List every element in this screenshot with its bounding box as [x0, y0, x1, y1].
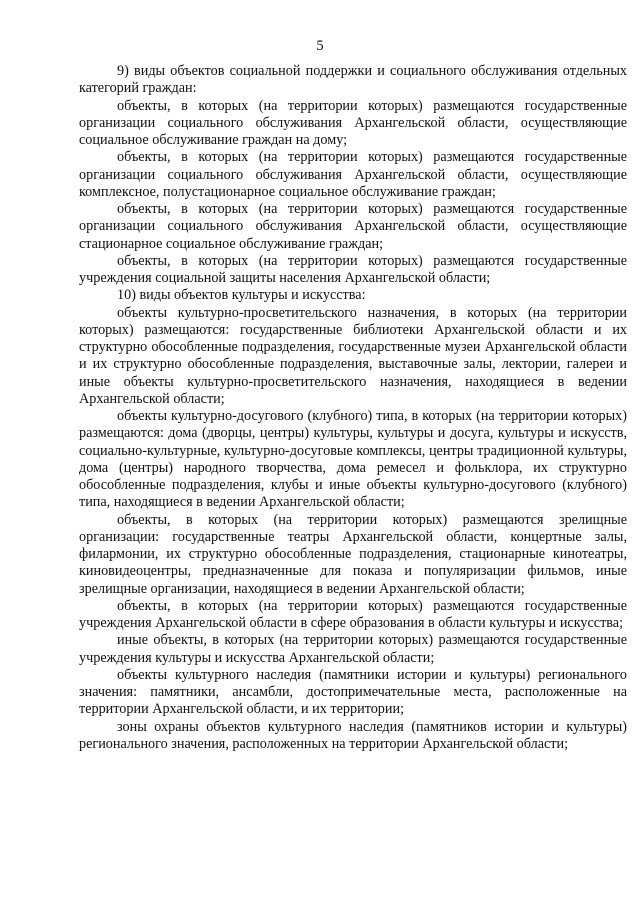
- paragraph: объекты культурного наследия (памятники истории и культуры) регионального значения: памятники, ансамбли, достопримечательные места, расположенные на территории Архангельской области, и их территории;: [79, 666, 627, 718]
- document-body: [79, 63, 627, 753]
- paragraph: объекты, в которых (на территории которых) размещаются государственные организации социального обслуживания Архангельской области, осуществляющие комплексное, полустационарное социальное обслуживание граждан;: [79, 149, 627, 200]
- paragraph: иные объекты, в которых (на территории которых) размещаются государственные учреждения культуры и искусства Архангельской области;: [79, 632, 627, 666]
- page-number: 5: [316, 38, 324, 54]
- paragraph: зоны охраны объектов культурного наследия (памятников истории и культуры) регионального значения, расположенных на территории Архангельской области;: [79, 718, 627, 752]
- paragraph: объекты, в которых (на территории которых) размещаются зрелищные организации: государственные театры Архангельской области, концертные залы, филармонии, их структурно обособленные подразделения, стационарные кинотеатры, киновидеоцентры, предназначенные для показа и популяризации фильмов, иные зрелищные организации, находящиеся в ведении Архангельской области;: [79, 511, 627, 597]
- paragraph: объекты культурно-досугового (клубного) типа, в которых (на территории которых) размещаются: дома (дворцы, центры) культуры, культуры и досуга, культуры и искусств, социально-культурные, культурно-досуговые комплексы, центры традиционной культуры, дома (центры) народного творчества, дома ремесел и фольклора, их структурно обособленные подразделения, клубы и иные объекты культурно-досугового (клубного) типа, находящиеся в ведении Архангельской области;: [79, 408, 627, 511]
- paragraph: объекты культурно-просветительского назначения, в которых (на территории которых) размещаются: государственные библиотеки Архангельской области и их структурно обособленные подразделения, государственные музеи Архангельской области и их структурно обособленные подразделения, выставочные залы, лектории, галереи и иные объекты культурно-просветительского назначения, находящиеся в ведении Архангельской области;: [79, 304, 627, 407]
- paragraph: объекты, в которых (на территории которых) размещаются государственные учреждения социальной защиты населения Архангельской области;: [79, 252, 627, 286]
- paragraph: объекты, в которых (на территории которых) размещаются государственные организации социального обслуживания Архангельской области, осуществляющие социальное обслуживание граждан на дому;: [79, 97, 627, 148]
- paragraph: 9) виды объектов социальной поддержки и социального обслуживания отдельных категорий граждан:: [79, 63, 627, 97]
- paragraph: объекты, в которых (на территории которых) размещаются государственные организации социального обслуживания Архангельской области, осуществляющие стационарное социальное обслуживание граждан;: [79, 201, 627, 252]
- paragraph: объекты, в которых (на территории которых) размещаются государственные учреждения Архангельской области в сфере образования в области культуры и искусства;: [79, 597, 627, 631]
- paragraph: 10) виды объектов культуры и искусства:: [117, 287, 366, 304]
